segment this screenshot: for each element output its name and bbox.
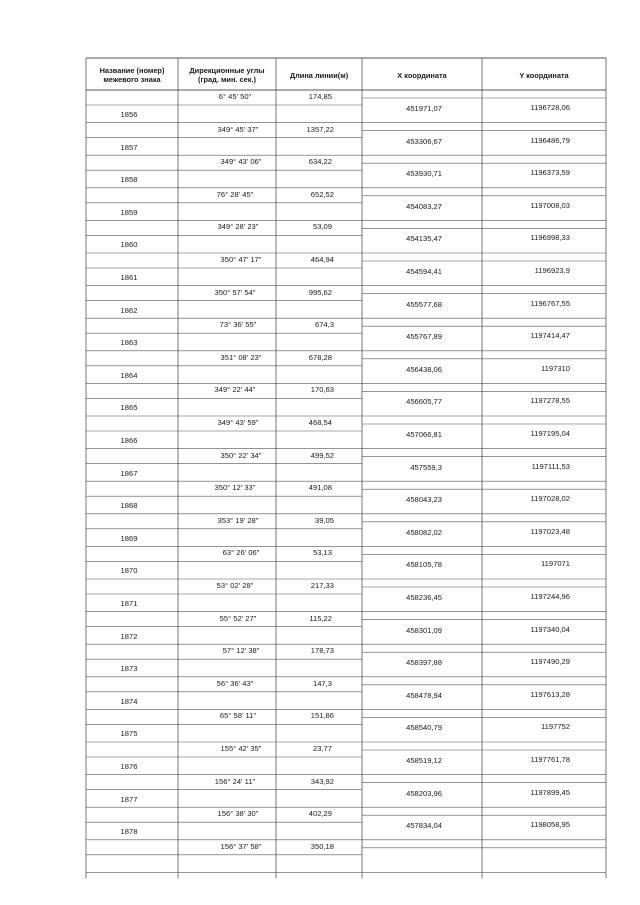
x-coordinate-cell: 454594,41: [406, 267, 442, 276]
y-coordinate-cell: 1197414,47: [530, 331, 570, 341]
x-coordinate-cell: 457559,3: [410, 462, 442, 472]
point-name-cell: 1866: [120, 436, 138, 445]
angle-cell: 57° 12' 38": [222, 646, 260, 656]
y-coordinate-cell: 1197310: [541, 363, 570, 373]
y-coordinate-cell: 1197244,96: [530, 592, 570, 601]
point-name-cell: 1856: [120, 110, 138, 119]
angle-cell: 63° 26' 06": [222, 548, 260, 558]
x-coordinate-cell: 455767,89: [406, 332, 442, 342]
point-name-cell: 1859: [120, 207, 138, 217]
x-coordinate-cell: 453930,71: [406, 169, 442, 179]
header-angle-line1: Дирекционные углы: [189, 66, 265, 75]
point-name-cell: 1864: [120, 370, 138, 380]
point-name-cell: 1857: [120, 142, 138, 152]
point-name-cell: 1870: [120, 566, 138, 576]
length-cell: 1357,22: [306, 124, 334, 134]
length-cell: 217,33: [310, 581, 334, 590]
y-coordinate-cell: 1196728,06: [530, 103, 570, 112]
angle-cell: 350° 22' 34": [220, 450, 262, 460]
length-cell: 674,3: [314, 320, 334, 330]
point-name-cell: 1872: [120, 631, 138, 641]
angle-cell: 76° 28' 45": [216, 189, 254, 199]
x-coordinate-cell: 458478,94: [406, 690, 442, 700]
header-name-line2: межевого знака: [103, 75, 161, 84]
length-cell: 402,29: [308, 809, 332, 819]
length-cell: 115,22: [309, 613, 332, 623]
length-cell: 499,52: [310, 450, 334, 460]
y-coordinate-cell: 1197752: [541, 722, 570, 732]
angle-cell: 156° 38' 30": [217, 809, 259, 819]
angle-cell: 350° 12' 33": [214, 483, 256, 493]
length-cell: 170,63: [310, 385, 334, 395]
y-coordinate-cell: 1197111,53: [531, 461, 570, 471]
point-name-cell: 1876: [120, 762, 138, 771]
length-cell: 178,73: [310, 646, 334, 656]
length-cell: 350,18: [310, 841, 334, 851]
header-angle-line2: (град. мин. сек.): [198, 75, 256, 84]
y-coordinate-cell: 1198058,95: [530, 820, 570, 830]
y-coordinate-cell: 1197071: [541, 559, 570, 569]
x-coordinate-cell: 456438,06: [406, 364, 442, 374]
x-coordinate-cell: 451971,07: [406, 104, 442, 113]
point-name-cell: 1867: [120, 468, 138, 478]
angle-cell: 65° 58' 11": [219, 711, 257, 721]
length-cell: 151,86: [310, 711, 334, 721]
header-name-line1: Название (номер): [99, 66, 165, 75]
angle-cell: 353° 19' 28": [217, 515, 259, 525]
point-name-cell: 1877: [120, 794, 138, 804]
x-coordinate-cell: 458540,79: [406, 723, 442, 733]
angle-cell: 350° 57' 54": [214, 287, 256, 297]
x-coordinate-cell: 458082,02: [406, 527, 442, 537]
x-coordinate-cell: 458397,88: [406, 658, 442, 668]
point-name-cell: 1873: [120, 664, 138, 674]
x-coordinate-cell: 457834,04: [406, 821, 442, 831]
angle-cell: 55° 52' 27": [219, 613, 257, 623]
angle-cell: 53° 02' 28": [216, 581, 254, 590]
point-name-cell: 1875: [120, 729, 138, 739]
x-coordinate-cell: 457066,81: [406, 430, 442, 439]
y-coordinate-cell: 1197278,55: [530, 396, 570, 406]
y-coordinate-cell: 1197761,78: [530, 755, 570, 764]
length-cell: 39,05: [314, 515, 334, 525]
angle-cell: 351° 08' 23": [220, 352, 262, 362]
y-coordinate-cell: 1196923,9: [534, 266, 570, 275]
length-cell: 147,3: [312, 678, 332, 688]
header-name: [86, 60, 178, 90]
angle-cell: 349° 45' 37": [217, 124, 259, 134]
angle-cell: 6° 45' 50": [218, 92, 252, 101]
angle-cell: 155° 42' 35": [220, 744, 262, 753]
angle-cell: 73° 36' 55": [219, 320, 257, 330]
y-coordinate-cell: 1197008,03: [530, 200, 570, 210]
length-cell: 174,85: [308, 92, 332, 101]
x-coordinate-cell: 456605,77: [406, 397, 442, 407]
x-coordinate-cell: 458519,12: [406, 756, 442, 765]
x-coordinate-cell: 458043,23: [406, 495, 442, 505]
y-coordinate-cell: 1197023,48: [530, 526, 570, 536]
y-coordinate-cell: 1197028,02: [530, 494, 570, 504]
y-coordinate-cell: 1196767,55: [530, 298, 570, 308]
length-cell: 995,62: [308, 287, 332, 297]
point-name-cell: 1871: [120, 599, 138, 608]
y-coordinate-cell: 1196486,79: [530, 135, 570, 145]
header-length: Длина линии(м): [289, 70, 349, 80]
header-y: Y координата: [519, 70, 569, 80]
angle-cell: 349° 22' 44": [214, 385, 256, 395]
x-coordinate-cell: 458203,96: [406, 788, 442, 798]
length-cell: 652,52: [310, 189, 334, 199]
x-coordinate-cell: 458236,45: [406, 593, 442, 602]
point-name-cell: 1878: [120, 827, 138, 837]
point-name-cell: 1863: [120, 338, 138, 348]
length-cell: 491,08: [308, 483, 332, 493]
length-cell: 53,09: [312, 222, 332, 232]
x-coordinate-cell: 454083,27: [406, 201, 442, 211]
length-cell: 343,92: [310, 776, 334, 786]
length-cell: 468,54: [308, 418, 332, 427]
angle-cell: 56° 36' 43": [216, 678, 254, 688]
point-name-cell: 1865: [120, 403, 138, 413]
length-cell: 678,28: [308, 352, 332, 362]
point-name-cell: 1858: [120, 175, 138, 185]
x-coordinate-cell: 458105,78: [406, 560, 442, 570]
point-name-cell: 1861: [120, 273, 138, 282]
y-coordinate-cell: 1197195,04: [530, 429, 570, 438]
length-cell: 634,22: [308, 157, 332, 167]
angle-cell: 156° 24' 11": [214, 776, 256, 786]
y-coordinate-cell: 1197613,28: [530, 689, 570, 699]
y-coordinate-cell: 1196373,59: [530, 168, 570, 178]
length-cell: 23,77: [312, 744, 332, 753]
length-cell: 53,13: [312, 548, 332, 558]
x-coordinate-cell: 458301,09: [406, 625, 442, 635]
y-coordinate-cell: 1196998,33: [530, 233, 570, 243]
point-name-cell: 1868: [120, 501, 138, 511]
angle-cell: 349° 28' 23": [217, 222, 259, 232]
x-coordinate-cell: 454135,47: [406, 234, 442, 244]
angle-cell: 156° 37' 58": [220, 841, 262, 851]
length-cell: 464,94: [310, 255, 334, 264]
angle-cell: 350° 47' 17": [220, 255, 262, 264]
point-name-cell: 1860: [120, 240, 138, 250]
point-name-cell: 1869: [120, 533, 138, 543]
header-x: X координата: [397, 70, 447, 80]
angle-cell: 349° 43' 06": [220, 157, 262, 167]
y-coordinate-cell: 1197899,45: [530, 787, 570, 797]
point-name-cell: 1862: [120, 305, 138, 315]
angle-cell: 349° 43' 59": [217, 418, 259, 427]
y-coordinate-cell: 1197340,04: [530, 624, 570, 634]
x-coordinate-cell: 453306,67: [406, 136, 442, 146]
x-coordinate-cell: 455577,68: [406, 299, 442, 309]
y-coordinate-cell: 1197490,29: [530, 657, 570, 667]
header-angle: [178, 60, 276, 90]
point-name-cell: 1874: [120, 696, 138, 706]
